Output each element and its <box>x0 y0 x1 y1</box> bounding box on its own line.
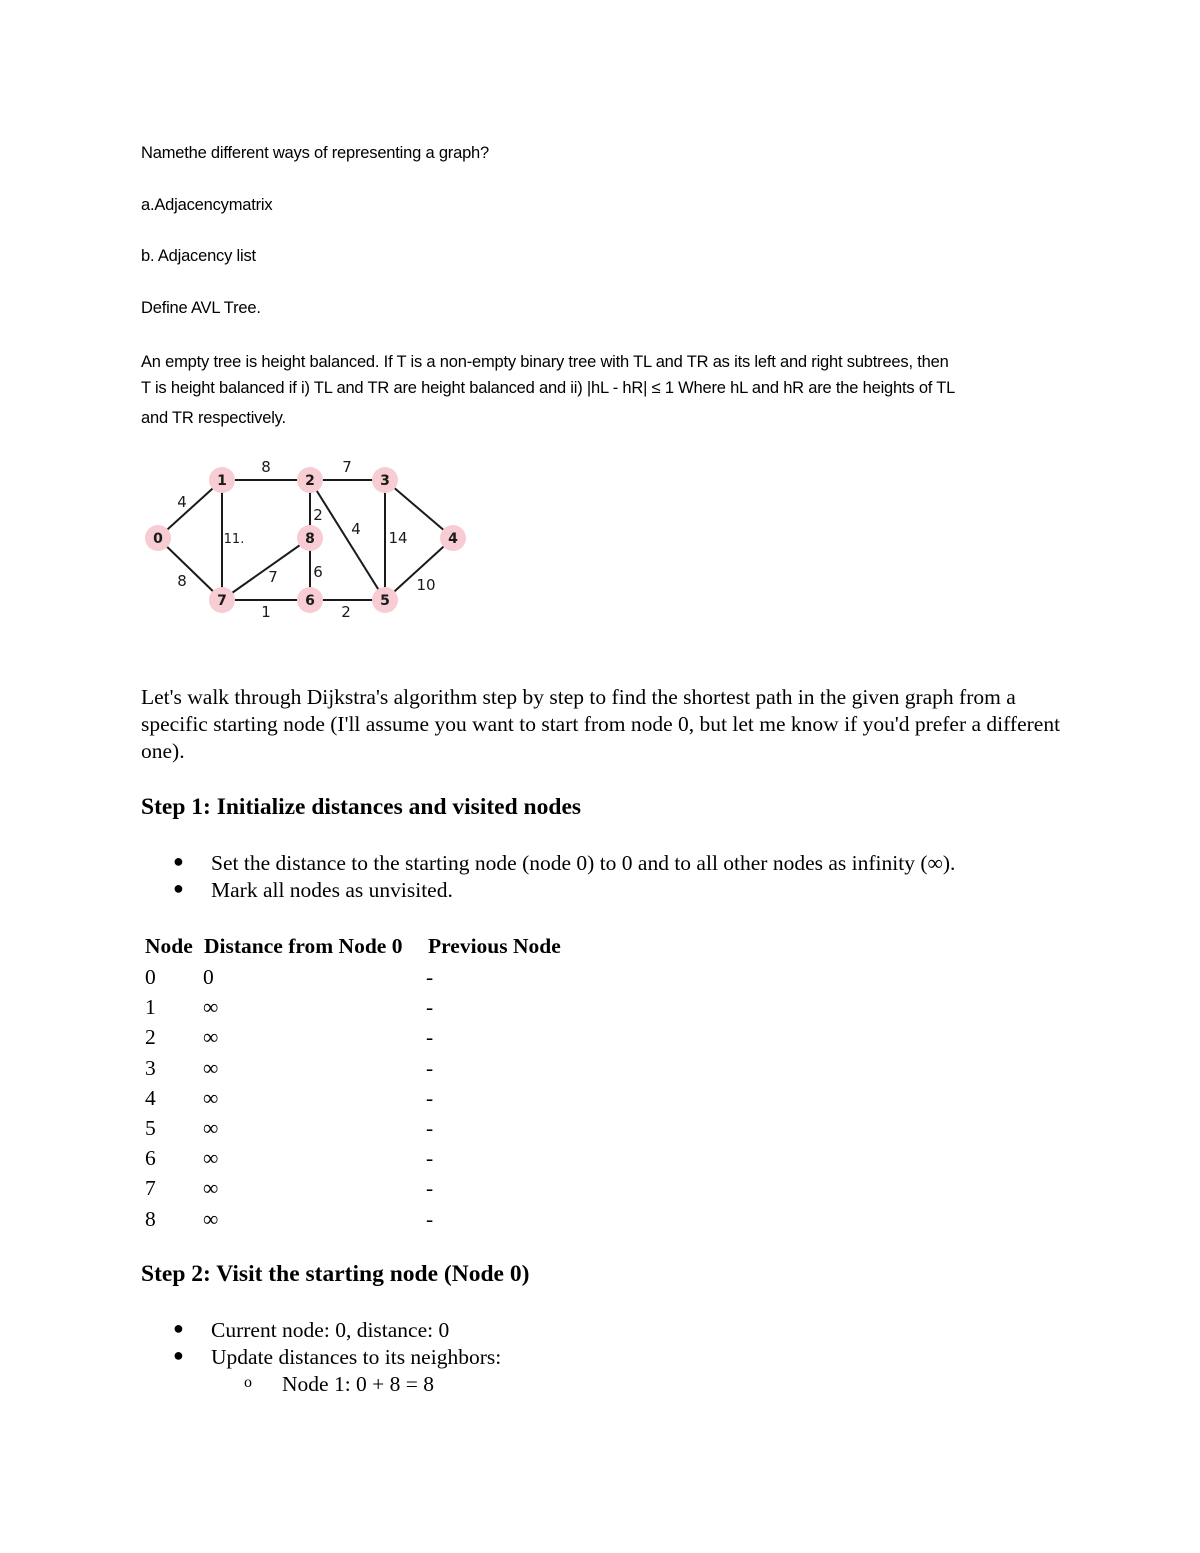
table-cell-distance: ∞ <box>203 1085 219 1110</box>
edge-weight-3-5: 14 <box>388 529 408 547</box>
table-cell-node: 8 <box>145 1206 156 1231</box>
step-2-bullet-2 <box>173 1345 502 1370</box>
table-cell-node: 6 <box>145 1146 156 1171</box>
edge-weight-6-5: 2 <box>341 603 351 621</box>
edge-0-7 <box>158 538 222 600</box>
table-cell-distance: ∞ <box>203 1025 219 1050</box>
edge-weight-4-5: 10 <box>416 576 436 594</box>
table-header-distance: Distance from Node 0 <box>204 934 403 958</box>
bullet-dot: ● <box>173 1318 184 1338</box>
table-cell-node: 7 <box>145 1176 156 1201</box>
bullet-dot: ● <box>173 878 184 898</box>
question-avl-tree: Define AVL Tree. <box>141 299 261 317</box>
table-cell-previous: - <box>426 1206 434 1231</box>
step-2-sub-bullet-1-text: Node 1: 0 + 8 = 8 <box>282 1372 435 1396</box>
table-cell-node: 3 <box>145 1055 156 1080</box>
table-cell-distance: ∞ <box>203 1176 219 1201</box>
step-2-sub-bullet-1 <box>244 1372 435 1397</box>
step-2-bullet-1-text: Current node: 0, distance: 0 <box>211 1318 450 1342</box>
edge-8-7 <box>222 538 310 600</box>
table-cell-distance: 0 <box>203 965 214 989</box>
table-cell-distance: ∞ <box>203 1116 219 1140</box>
avl-definition <box>141 349 1071 431</box>
avl-definition-line-1: An empty tree is height balanced. If T is a non-empty binary tree with TL and TR as its left and right subtrees, then <box>141 353 949 371</box>
table-cell-node: 4 <box>145 1085 156 1110</box>
table-cell-node: 0 <box>145 965 156 989</box>
step-1-bullet-1 <box>173 851 956 876</box>
table-header-node: Node <box>145 934 193 958</box>
edge-weight-2-5: 4 <box>351 520 361 538</box>
table-header-previous: Previous Node <box>428 934 561 958</box>
step-2-bullet-2-text: Update distances to its neighbors: <box>211 1345 502 1369</box>
table-cell-distance: ∞ <box>203 1055 219 1080</box>
graph-node-label-6: 6 <box>305 593 315 609</box>
graph-node-label-0: 0 <box>153 531 163 547</box>
question-graph-representation: Namethe different ways of representing a graph? <box>141 144 490 162</box>
edge-weight-1-2: 8 <box>261 458 271 476</box>
edge-weight-0-7: 8 <box>177 572 187 590</box>
edge-weight-1-7: 11. <box>223 532 245 547</box>
edge-weight-2-3: 7 <box>342 458 352 476</box>
table-cell-previous: - <box>426 965 434 989</box>
table-cell-distance: ∞ <box>203 995 219 1020</box>
graph-node-label-4: 4 <box>448 531 458 547</box>
table-cell-node: 5 <box>145 1116 156 1140</box>
edge-weight-2-8: 2 <box>313 506 323 524</box>
avl-definition-line-2: T is height balanced if i) TL and TR are height balanced and ii) |hL - hR| ≤ 1 Where hL and hR are the heights of TL <box>141 379 956 397</box>
step-1-bullet-1-text: Set the distance to the starting node (node 0) to 0 and to all other nodes as infinity (∞). <box>211 851 956 875</box>
table-cell-previous: - <box>426 995 434 1020</box>
table-cell-previous: - <box>426 1055 434 1080</box>
table-cell-node: 1 <box>145 995 156 1020</box>
table-cell-node: 2 <box>145 1025 156 1050</box>
bullet-circle: o <box>244 1374 252 1391</box>
table-cell-previous: - <box>426 1146 434 1171</box>
table-cell-distance: ∞ <box>203 1206 219 1231</box>
edge-weight-0-1: 4 <box>177 493 187 511</box>
graph-node-label-7: 7 <box>217 593 227 609</box>
table-cell-previous: - <box>426 1176 434 1201</box>
dijkstra-intro-paragraph: Let's walk through Dijkstra's algorithm step by step to find the shortest path in the given graph from a specific starting node (I'll assume you want to start from node 0, but let me know if you'd prefer a different one). <box>141 685 1061 763</box>
edge-weight-8-7: 7 <box>268 568 278 586</box>
graph-node-label-5: 5 <box>380 593 390 609</box>
bullet-dot: ● <box>173 851 184 871</box>
weighted-graph-diagram <box>130 450 490 630</box>
answer-adjacency-list: b. Adjacency list <box>141 247 256 265</box>
avl-definition-line-3: and TR respectively. <box>141 409 286 427</box>
step-1-heading: Step 1: Initialize distances and visited nodes <box>141 794 582 820</box>
table-cell-distance: ∞ <box>203 1146 219 1171</box>
graph-node-label-1: 1 <box>217 473 227 489</box>
graph-node-label-3: 3 <box>380 473 390 489</box>
step-1-bullet-2-text: Mark all nodes as unvisited. <box>211 878 453 902</box>
table-cell-previous: - <box>426 1085 434 1110</box>
graph-node-label-2: 2 <box>305 473 315 489</box>
edge-weight-7-6: 1 <box>261 603 271 621</box>
graph-node-label-8: 8 <box>305 531 315 547</box>
step-2-bullet-1 <box>173 1318 450 1343</box>
step-1-bullet-2 <box>173 878 453 903</box>
table-cell-previous: - <box>426 1116 434 1140</box>
bullet-dot: ● <box>173 1345 184 1365</box>
step-2-heading: Step 2: Visit the starting node (Node 0) <box>141 1261 530 1287</box>
edge-weight-8-6: 6 <box>313 563 323 581</box>
answer-adjacency-matrix: a.Adjacencymatrix <box>141 196 273 214</box>
table-cell-previous: - <box>426 1025 434 1050</box>
